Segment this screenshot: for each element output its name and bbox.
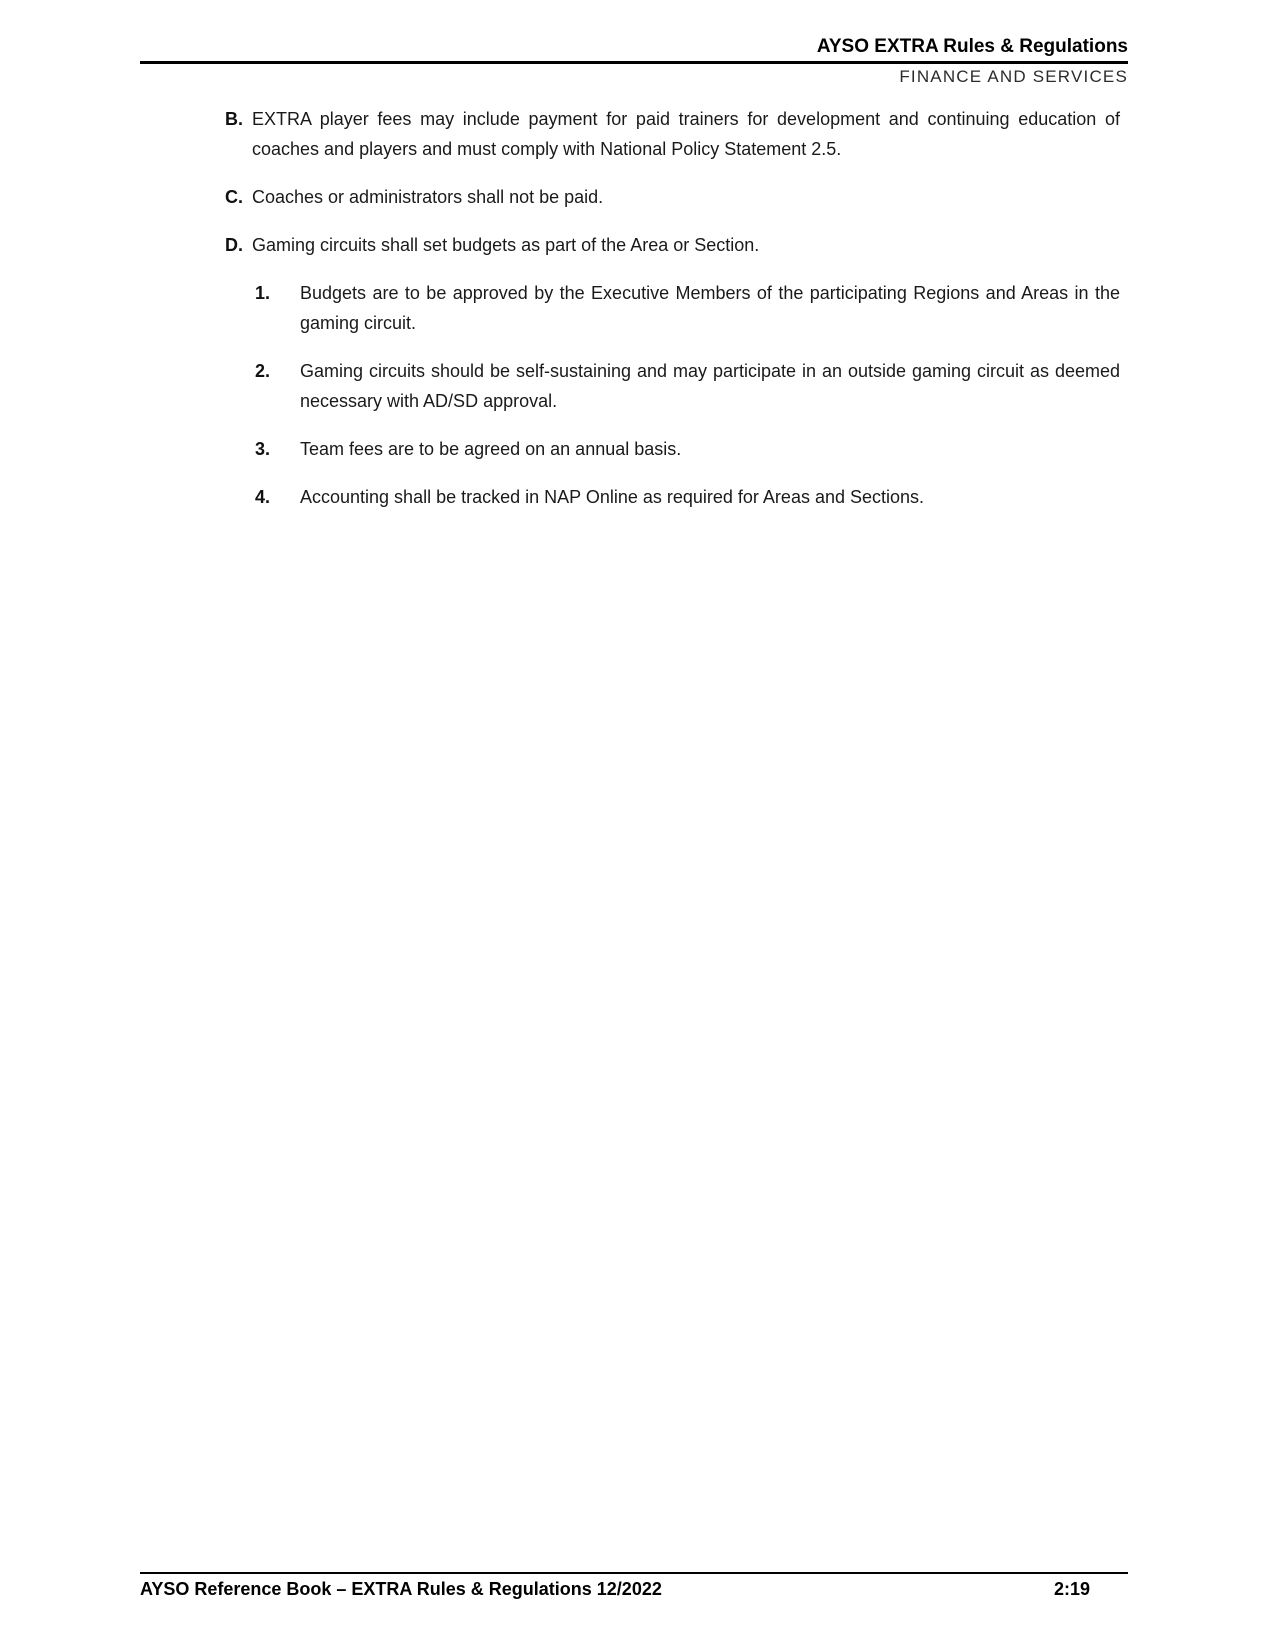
list-item-text: Accounting shall be tracked in NAP Online as required for Areas and Sections. [300,487,925,507]
list-item-text: Coaches or administrators shall not be paid. [252,187,604,207]
footer-document-title: AYSO Reference Book – EXTRA Rules & Regulations 12/2022 [140,1579,662,1599]
list-item-marker: 4. [255,487,271,507]
header-divider [140,61,1128,64]
section-subtitle: FINANCE AND SERVICES [899,67,1128,86]
list-item-d [140,230,1128,260]
list-item-marker: 1. [255,283,271,303]
list-item-marker: C. [225,187,243,207]
list-item-marker: B. [225,109,243,129]
list-item-c [140,182,1128,212]
list-item-text: Budgets are to be approved by the Executive Members of the participating Regions and Areas in the gaming circuit. [300,283,1120,333]
footer-page-number: 2:19 [1053,1579,1090,1599]
page-footer [140,1572,1128,1600]
list-item-marker: D. [225,235,243,255]
list-item-d2 [140,356,1128,416]
document-body [140,104,1128,530]
list-item-text: Gaming circuits shall set budgets as part of the Area or Section. [252,235,760,255]
document-title: AYSO EXTRA Rules & Regulations [816,36,1128,57]
list-item-text: EXTRA player fees may include payment for paid trainers for development and continuing education of coaches and players and must comply with National Policy Statement 2.5. [252,109,1120,159]
list-item-d4 [140,482,1128,512]
list-item-marker: 3. [255,439,271,459]
list-item-d1 [140,278,1128,338]
page-header [140,36,1128,87]
list-item-text: Gaming circuits should be self-sustaining and may participate in an outside gaming circuit as deemed necessary with AD/SD approval. [300,361,1120,411]
list-item-marker: 2. [255,361,271,381]
list-item-d3 [140,434,1128,464]
list-item-b [140,104,1128,164]
list-item-text: Team fees are to be agreed on an annual basis. [300,439,682,459]
